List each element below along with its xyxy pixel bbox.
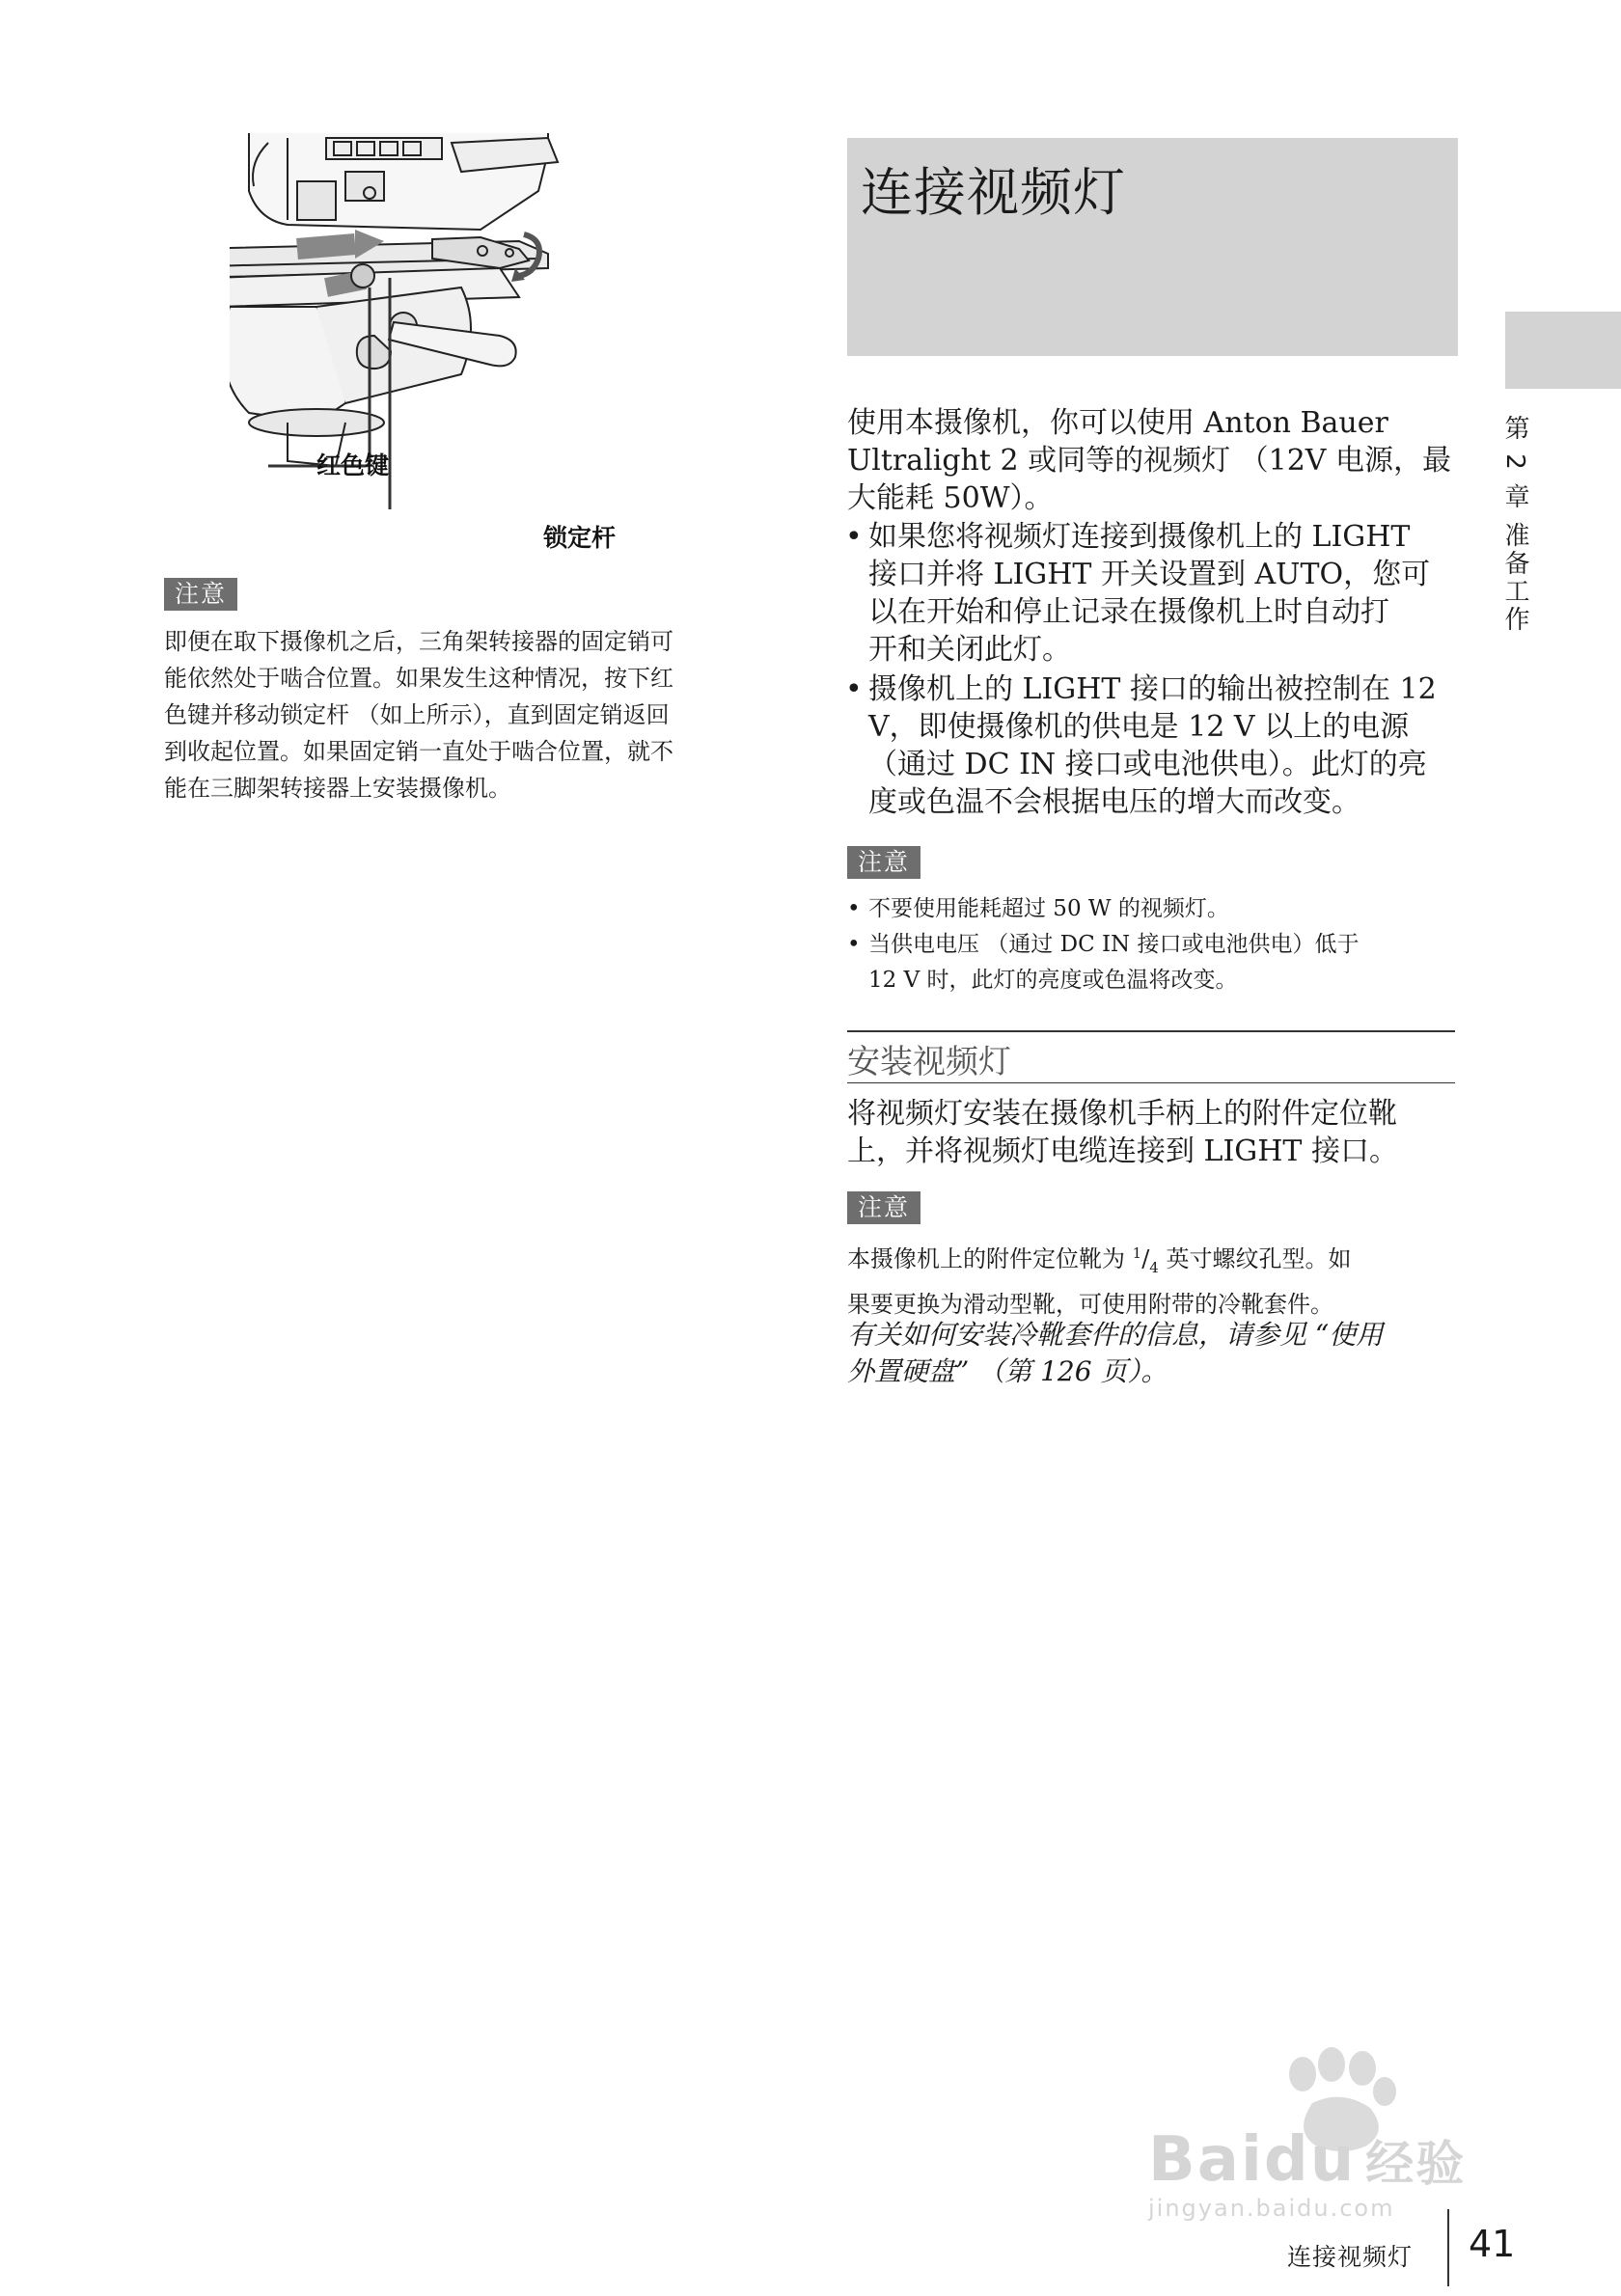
- section-note-list: [847, 891, 1465, 998]
- reference-line: 外置硬盘” （第 126 页）。: [847, 1355, 1168, 1387]
- list-item-line: 度或色温不会根据电压的增大而改变。: [868, 785, 1360, 819]
- intro-line: 大能耗 50W）。: [847, 481, 1054, 515]
- baidu-watermark: [1148, 2036, 1534, 2228]
- camera-tripod-illustration: [230, 133, 731, 558]
- list-item-line: 如果您将视频灯连接到摄像机上的 LIGHT: [868, 520, 1411, 554]
- chapter-tab: [1505, 312, 1621, 389]
- intro-line: 使用本摄像机，你可以使用 Anton Bauer: [847, 406, 1388, 440]
- list-item-line: V，即使摄像机的供电是 12 V 以上的电源: [868, 710, 1410, 744]
- note-text-segment: 英寸螺纹孔型。如: [1158, 1245, 1352, 1272]
- watermark-brand: [1148, 2124, 1466, 2196]
- label-lock-lever: 锁定杆: [543, 524, 617, 552]
- fraction-denominator: 4: [1149, 1258, 1159, 1276]
- footer-divider: [1447, 2209, 1449, 2286]
- chapter-label: 第 2 章 准备工作: [1500, 415, 1529, 635]
- note-line: [847, 1235, 1465, 1286]
- note-item-line: 不要使用能耗超过 50 W 的视频灯。: [868, 896, 1229, 921]
- subsection-rule-bottom: [847, 1082, 1455, 1083]
- section-title: 连接视频灯: [861, 162, 1126, 223]
- left-note-text: [164, 623, 762, 806]
- camera-tripod-drawing: [230, 133, 731, 558]
- watermark-url: jingyan.baidu.com: [1148, 2195, 1395, 2222]
- cross-reference: [847, 1317, 1465, 1390]
- note-line: 能依然处于啮合位置。如果发生这种情况，按下红: [164, 665, 673, 692]
- subsection-note: [847, 1192, 920, 1223]
- list-item: [845, 670, 1463, 821]
- list-item-line: 开和关闭此灯。: [868, 633, 1071, 667]
- watermark-brand-cn: 经验: [1365, 2136, 1467, 2192]
- reference-line: 有关如何安装冷靴套件的信息，请参见 “使用: [847, 1319, 1384, 1351]
- note-line: 果要更换为滑动型靴，可使用附带的冷靴套件。: [847, 1290, 1333, 1318]
- list-item: [845, 518, 1463, 669]
- fraction-numerator: 1: [1132, 1244, 1142, 1262]
- section-intro: [847, 404, 1465, 517]
- note-badge: 注意: [164, 578, 237, 611]
- note-badge: 注意: [847, 846, 920, 879]
- watermark-brand-text: Bai: [1148, 2124, 1264, 2196]
- bullet-dot: •: [847, 896, 861, 921]
- watermark-brand-text-2: du: [1263, 2124, 1357, 2196]
- feature-list: [845, 518, 1463, 821]
- note-line: 能在三脚架转接器上安装摄像机。: [164, 775, 511, 802]
- bullet-dot: •: [845, 672, 863, 706]
- note-line: 色键并移动锁定杆 （如上所示），直到固定销返回: [164, 701, 670, 728]
- fraction-slash: /: [1141, 1245, 1150, 1272]
- left-note: [164, 579, 237, 610]
- page-number: 41: [1469, 2223, 1516, 2265]
- list-item-line: 接口并将 LIGHT 开关设置到 AUTO，您可: [868, 558, 1431, 591]
- label-red-key: 红色键: [316, 451, 390, 479]
- note-text-segment: 本摄像机上的附件定位靴为: [847, 1245, 1133, 1272]
- subsection-line: 将视频灯安装在摄像机手柄上的附件定位靴: [847, 1097, 1397, 1131]
- note-line: 即便在取下摄像机之后，三角架转接器的固定销可: [164, 628, 673, 655]
- subsection-title: 安装视频灯: [847, 1043, 1011, 1081]
- note-badge: 注意: [847, 1191, 920, 1224]
- section-note: [847, 847, 920, 878]
- note-line: 到收起位置。如果固定销一直处于啮合位置，就不: [164, 738, 673, 765]
- subsection-line: 上，并将视频灯电缆连接到 LIGHT 接口。: [847, 1134, 1398, 1168]
- bullet-dot: •: [847, 932, 861, 957]
- note-item: [847, 891, 1465, 927]
- note-item-line: 12 V 时，此灯的亮度或色温将改变。: [868, 968, 1238, 993]
- footer-section-title: 连接视频灯: [1287, 2243, 1414, 2271]
- note-item-line: 当供电电压 （通过 DC IN 接口或电池供电）低于: [868, 932, 1360, 957]
- bullet-dot: •: [845, 520, 863, 554]
- section-header: [847, 138, 1458, 356]
- note-item: [847, 927, 1465, 998]
- subsection-rule-top: [847, 1030, 1455, 1032]
- subsection-body: [847, 1095, 1465, 1170]
- intro-line: Ultralight 2 或同等的视频灯 （12V 电源，最: [847, 444, 1452, 478]
- list-item-line: 以在开始和停止记录在摄像机上时自动打: [868, 595, 1389, 629]
- subsection-note-text: [847, 1235, 1465, 1323]
- list-item-line: （通过 DC IN 接口或电池供电）。此灯的亮: [868, 748, 1427, 781]
- list-item-line: 摄像机上的 LIGHT 接口的输出被控制在 12: [868, 672, 1437, 706]
